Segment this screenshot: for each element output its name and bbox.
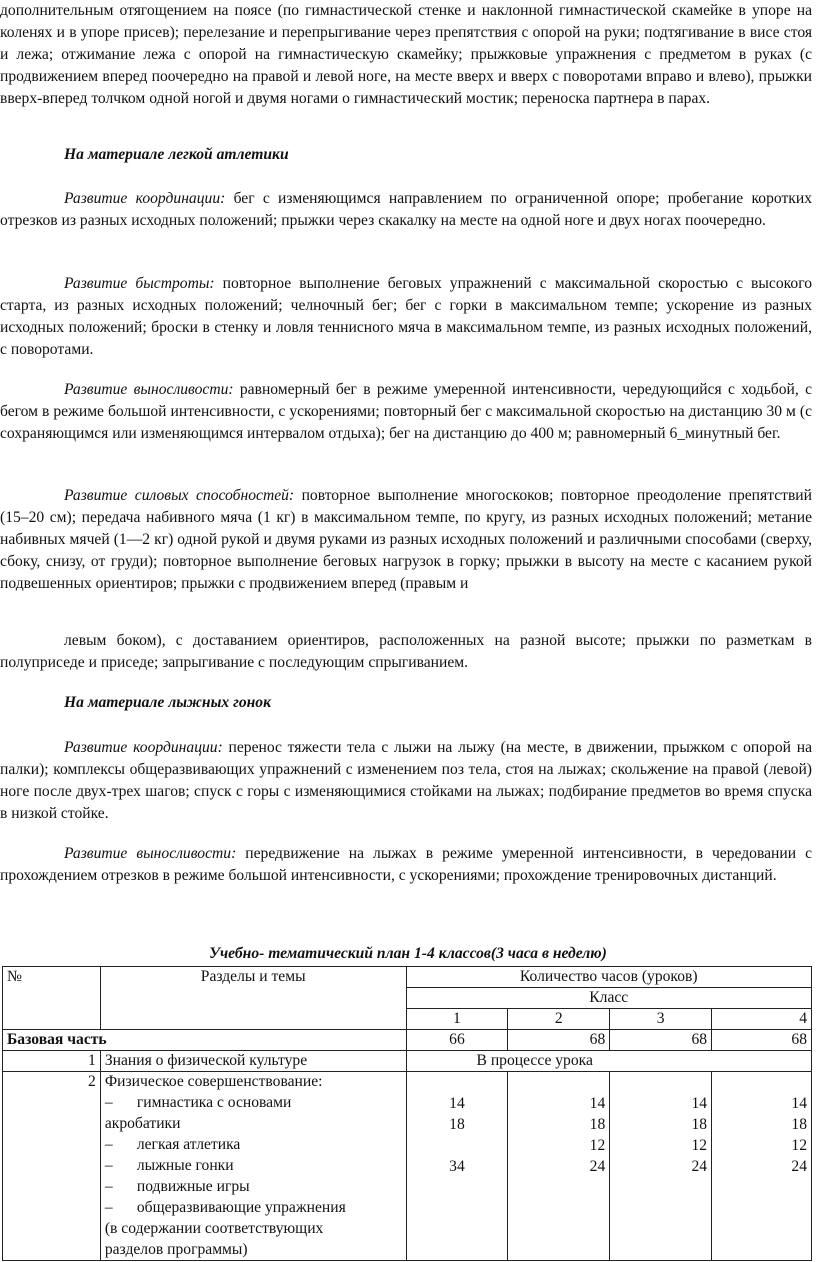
lead-ski-coordination: Развитие координации:	[64, 739, 223, 756]
table-title: Учебно- тематический план 1-4 классов(3 часа в неделю)	[209, 945, 607, 962]
base-value-3: 68	[610, 1030, 712, 1051]
paragraph-athletics-strength	[0, 485, 812, 595]
row2-title: Физическое совершенствование:	[104, 1073, 323, 1090]
row1-value: В процессе урока	[406, 1051, 811, 1072]
list-item: разделов программы)	[104, 1241, 248, 1258]
text-ski-endurance: передвижение на лыжах в режиме умеренной интенсивности, в чередовании с прохождением отрезков в режиме большой интенсивности, с ускорениями; прохождение тренировочных дистанций.	[0, 845, 812, 884]
lead-speed: Развитие быстроты:	[64, 275, 215, 292]
row1-title: Знания о физической культуре	[100, 1051, 406, 1072]
paragraph-athletics-endurance	[0, 379, 812, 445]
curriculum-table	[2, 966, 812, 1261]
lead-coordination: Развитие координации:	[64, 190, 226, 207]
header-class: Класс	[406, 988, 811, 1009]
text-speed: повторное выполнение беговых упражнений с максимальной скоростью с высокого старта, из разных исходных положений; челночный бег; бег с горки в максимальном темпе; ускорение из разных исходных положений; броски в стенку и ловля теннисного мяча в максимальном темпе, из разных исходных положений, с поворотами.	[0, 275, 812, 358]
base-value-4: 68	[712, 1030, 812, 1051]
list-item: – гимнастика с основами	[104, 1094, 292, 1111]
base-label: Базовая часть	[3, 1030, 407, 1051]
row1-num: 1	[3, 1051, 101, 1072]
paragraph-skiing-endurance	[0, 843, 812, 887]
base-value-2: 68	[508, 1030, 610, 1051]
paragraph-athletics-coordination	[0, 188, 812, 232]
text-strength: повторное выполнение многоскоков; повторное преодоление препятствий (15–20 см); передача набивного мяча (1 кг) в максимальном темпе, по кругу, из разных исходных положений; метание набивных мячей (1—2 кг) одной рукой и двумя руками из разных исходных положений и различными способами (сверху, сбоку, снизу, от груди); повторное выполнение беговых нагрузок в горку; прыжки в высоту на месте с касанием рукой подвешенных ориентиров; прыжки с продвижением вперед (правым и	[0, 487, 812, 592]
row2-values-class-2: 14 18 12 24	[508, 1072, 610, 1261]
row2-list	[105, 1092, 402, 1260]
list-item: (в содержании соответствующих	[104, 1220, 324, 1237]
list-item: – общеразвивающие упражнения	[104, 1199, 346, 1216]
row2-values-class-4: 14 18 12 24	[712, 1072, 812, 1261]
list-item: – легкая атлетика	[104, 1136, 241, 1153]
paragraph-gymnastics-cont: дополнительным отягощением на поясе (по гимнастической стенке и наклонной гимнастической скамейке в упоре на коленях и в упоре присев); перелезание и перепрыгивание через препятствия с опорой на руки; подтягивание в висе стоя и лежа; отжимание лежа с опорой на гимнастическую скамейку; прыжковые упражнения с предметом в руках (с продвижением вперед поочередно на правой и левой ноге, на месте вверх и вверх с поворотами вправо и влево), прыжки вверх-вперед толчком одной ногой и двумя ногами о гимнастический мостик; переноска партнера в парах.	[0, 2, 812, 107]
paragraph-strength-cont: левым боком), с доставанием ориентиров, расположенных на разной высоте; прыжки по разметкам в полуприседе и приседе; запрыгивание с последующим спрыгиванием.	[0, 632, 812, 671]
table-row-physical	[3, 1072, 812, 1261]
heading-athletics: На материале легкой атлетики	[64, 146, 289, 163]
text-coordination: бег с изменяющимся направлением по ограниченной опоре; пробегание коротких отрезков из разных исходных положений; прыжки через скакалку на месте на одной ноге и двух ногах поочередно.	[0, 190, 812, 229]
row2-sections	[100, 1072, 406, 1261]
text-ski-coordination: перенос тяжести тела с лыжи на лыжу (на месте, в движении, прыжком с опорой на палки); комплексы общеразвивающих упражнений с изменением поз тела, стоя на лыжах; скольжение на правой (левой) ноге после двух-трех шагов; спуск с горы с изменяющимися стойками на лыжах; подбирание предметов во время спуска в низкой стойке.	[0, 739, 812, 822]
header-class-1: 1	[406, 1009, 508, 1030]
list-item: акробатики	[104, 1115, 181, 1132]
header-class-2: 2	[508, 1009, 610, 1030]
text-endurance: равномерный бег в режиме умеренной интенсивности, чередующийся с ходьбой, с бегом в режиме большой интенсивности, с ускорениями; повторный бег с максимальной скоростью на дистанцию 30 м (с сохраняющимся или изменяющимся интервалом отдыха); бег на дистанцию до 400 м; равномерный 6_минутный бег.	[0, 381, 812, 442]
header-class-3: 3	[610, 1009, 712, 1030]
header-class-4: 4	[712, 1009, 812, 1030]
paragraph-athletics-speed	[0, 273, 812, 361]
row2-values-class-3: 14 18 12 24	[610, 1072, 712, 1261]
list-item: – подвижные игры	[104, 1178, 250, 1195]
lead-ski-endurance: Развитие выносливости:	[64, 845, 237, 862]
row2-num: 2	[3, 1072, 101, 1261]
row2-values-class-1: 14 18 34	[406, 1072, 508, 1261]
paragraph-skiing-coordination	[0, 737, 812, 825]
table-row-base	[3, 1030, 812, 1051]
header-sections: Разделы и темы	[100, 967, 406, 1030]
header-num: №	[3, 967, 101, 1030]
lead-strength: Развитие силовых способностей:	[64, 487, 295, 504]
table-row-knowledge	[3, 1051, 812, 1072]
lead-endurance: Развитие выносливости:	[64, 381, 234, 398]
base-value-1: 66	[406, 1030, 508, 1051]
header-hours: Количество часов (уроков)	[406, 967, 811, 988]
list-item: – лыжные гонки	[104, 1157, 234, 1174]
heading-skiing: На материале лыжных гонок	[64, 694, 271, 711]
